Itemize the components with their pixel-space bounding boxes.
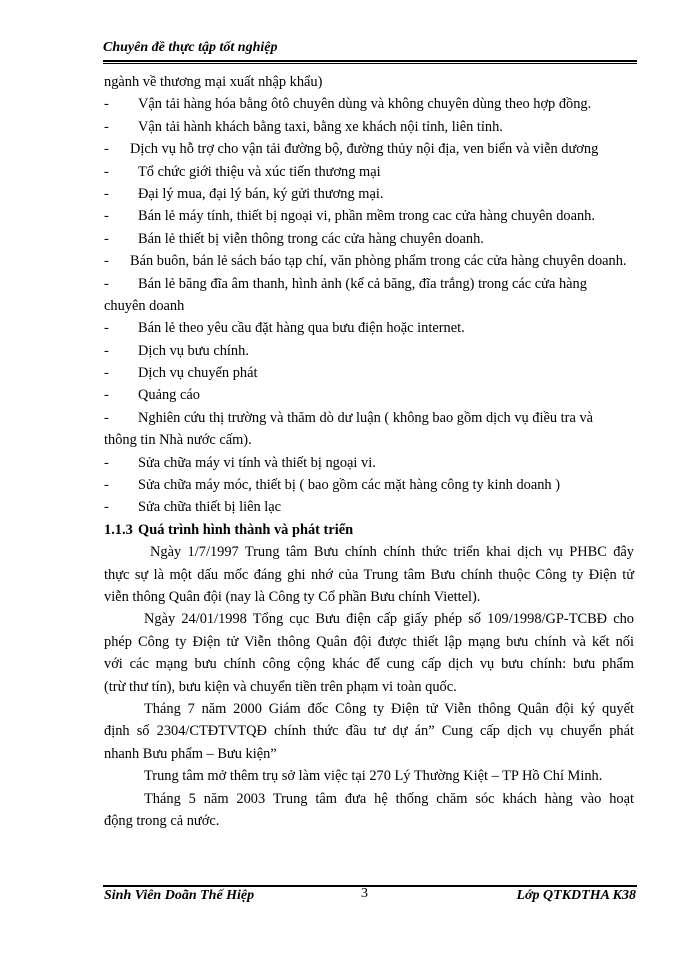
list-item [104, 496, 634, 518]
list-item-text: Dịch vụ hỗ trợ cho vận tải đường bộ, đường thủy nội địa, ven biển và viễn dương [130, 141, 599, 158]
bullet-dash: - [104, 230, 109, 247]
bullet-dash: - [104, 454, 109, 471]
list-item [104, 340, 634, 362]
header-divider [103, 63, 637, 64]
list-item [104, 161, 634, 183]
list-item-text: Bán lẻ băng đĩa âm thanh, hình ảnh (kể cả băng, đĩa trắng) trong các cửa hàng [138, 275, 587, 292]
bullet-dash: - [104, 118, 109, 135]
paragraph-line: viễn thông Quân đội (nay là Công ty Cổ phần Bưu chính Viettel). [104, 588, 481, 605]
list-item-text: Vận tải hành khách bằng taxi, bằng xe khách nội tỉnh, liên tỉnh. [138, 118, 503, 135]
list-item-text: Đại lý mua, đại lý bán, ký gửi thương mại. [138, 185, 384, 202]
paragraph-line: định số 2304/CTĐTVTQĐ chính thức đầu tư dự án” Cung cấp dịch vụ chuyển phát [104, 723, 634, 740]
page-number: 3 [361, 886, 368, 901]
list-item-text: Bán lẻ theo yêu cầu đặt hàng qua bưu điện hoặc internet. [138, 320, 465, 337]
paragraph-line: Ngày 1/7/1997 Trung tâm Bưu chính chính thức triển khai dịch vụ PHBC đây [150, 544, 634, 561]
list-item [104, 474, 634, 496]
list-item [104, 93, 634, 115]
list-item-continuation: thông tin Nhà nước cấm). [104, 432, 252, 449]
list-item-text: Quảng cáo [138, 387, 200, 404]
list-item-text: Dịch vụ bưu chính. [138, 342, 249, 359]
paragraph-line: với các mạng bưu chính công cộng khác để cung cấp dịch vụ bưu chính: bưu phẩm [104, 656, 634, 673]
list-item [104, 362, 634, 384]
section-title: Quá trình hình thành và phát triển [138, 521, 354, 538]
bullet-dash: - [104, 320, 109, 337]
bullet-dash: - [104, 477, 109, 494]
list-item [104, 228, 634, 250]
document-body [104, 71, 634, 832]
list-item-text: Dịch vụ chuyển phát [138, 365, 258, 382]
list-item-text: Bán lẻ máy tính, thiết bị ngoại vi, phần mềm trong cac cửa hàng chuyên doanh. [138, 208, 595, 225]
list-item-text: Sửa chữa máy móc, thiết bị ( bao gồm các mặt hàng công ty kinh doanh ) [138, 477, 561, 494]
list-item-text: Sửa chữa máy vi tính và thiết bị ngoại vi. [138, 454, 376, 471]
list-item [104, 273, 634, 295]
footer-class: Lớp QTKDTHA K38 [516, 888, 636, 903]
intro-line: ngành về thương mại xuất nhập khẩu) [104, 74, 323, 90]
bullet-dash: - [104, 141, 109, 158]
paragraph-line: Trung tâm mở thêm trụ sở làm việc tại 270 Lý Thường Kiệt – TP Hồ Chí Minh. [144, 768, 603, 785]
list-item-text: Nghiên cứu thị trường và thăm dò dư luận ( không bao gồm dịch vụ điều tra và [138, 409, 594, 426]
bullet-dash: - [104, 499, 109, 516]
paragraph-line: Tháng 5 năm 2003 Trung tâm đưa hệ thống chăm sóc khách hàng vào hoạt [144, 790, 634, 807]
section-heading [104, 519, 634, 541]
list-item [104, 138, 634, 160]
paragraph-line: thực sự là một dấu mốc đáng ghi nhớ của Trung tâm Bưu chính thuộc Công ty Điện tử [104, 566, 634, 583]
paragraph-line: động trong cả nước. [104, 812, 220, 829]
list-item [104, 183, 634, 205]
bullet-dash: - [104, 275, 109, 292]
list-item-text: Bán lẻ thiết bị viễn thông trong các cửa hàng chuyên doanh. [138, 230, 484, 247]
footer-divider [103, 885, 637, 887]
header-title: Chuyên đề thực tập tốt nghiệp [103, 40, 278, 55]
footer-student-name: Sinh Viên Doãn Thế Hiệp [104, 888, 255, 903]
page-header [103, 38, 637, 62]
section-number: 1.1.3 [104, 521, 133, 538]
paragraph-line: phép Công ty Điện tử Viễn thông Quân đội được thiết lập mạng bưu chính và kết nối [104, 633, 634, 650]
list-item [104, 407, 634, 429]
paragraph-line: Ngày 24/01/1998 Tổng cục Bưu điện cấp giấy phép số 109/1998/GP-TCBĐ cho [144, 611, 634, 628]
list-item [104, 317, 634, 339]
bullet-dash: - [104, 253, 109, 270]
bullet-dash: - [104, 208, 109, 225]
paragraph-line: nhanh Bưu phẩm – Bưu kiện” [104, 745, 277, 762]
bullet-dash: - [104, 96, 109, 113]
paragraph-line: Tháng 7 năm 2000 Giám đốc Công ty Điện tử Viễn thông Quân đội ký quyết [144, 700, 634, 717]
list-item-text: Sửa chữa thiết bị liên lạc [138, 499, 282, 516]
list-item-text: Vận tải hàng hóa bằng ôtô chuyên dùng và không chuyên dùng theo hợp đồng. [138, 96, 592, 113]
bullet-dash: - [104, 163, 109, 180]
bullet-dash: - [104, 409, 109, 426]
bullet-dash: - [104, 342, 109, 359]
paragraph-line: (trừ thư tín), bưu kiện và chuyển tiền trên phạm vi toàn quốc. [104, 678, 457, 695]
list-item [104, 384, 634, 406]
list-item [104, 452, 634, 474]
list-item [104, 205, 634, 227]
list-item [104, 250, 634, 272]
bullet-dash: - [104, 185, 109, 202]
list-item-continuation: chuyên doanh [104, 297, 185, 314]
list-item [104, 116, 634, 138]
bullet-dash: - [104, 387, 109, 404]
list-item-text: Tổ chức giới thiệu và xúc tiến thương mại [138, 163, 381, 180]
bullet-dash: - [104, 365, 109, 382]
list-item-text: Bán buôn, bán lẻ sách báo tạp chí, văn phòng phẩm trong các cửa hàng chuyên doanh. [130, 253, 627, 270]
